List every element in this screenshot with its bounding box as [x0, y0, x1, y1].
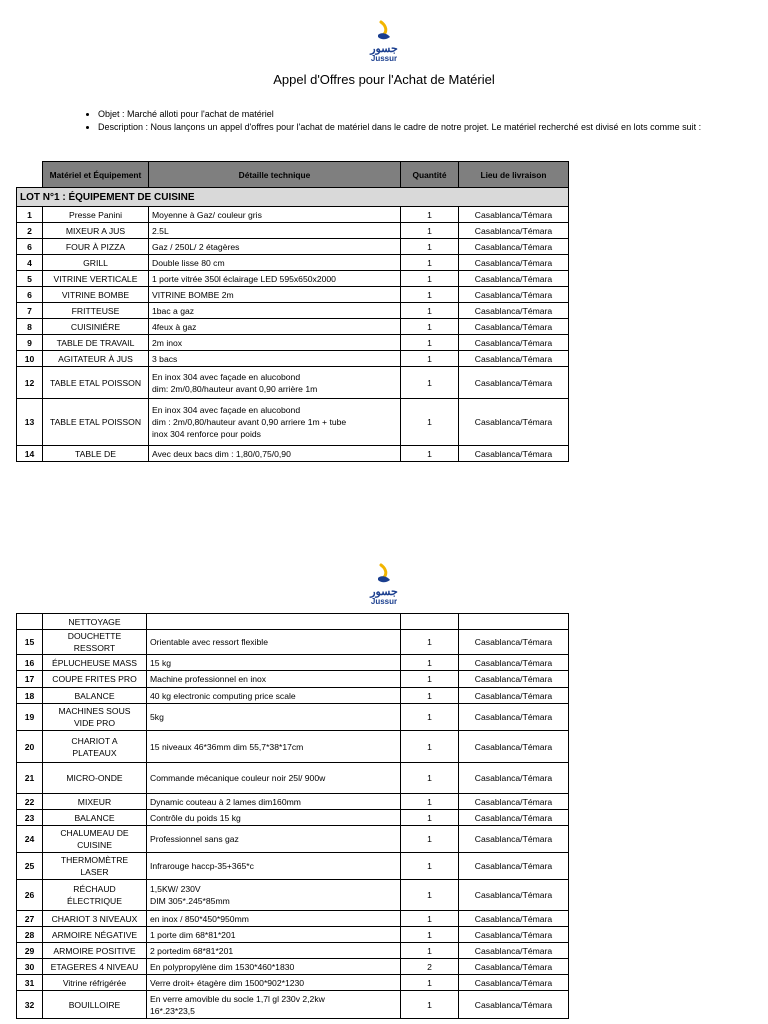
- table-row: [17, 335, 569, 351]
- item-quantity: 1: [401, 335, 459, 351]
- item-location: Casablanca/Témara: [459, 959, 569, 975]
- item-quantity: 1: [401, 671, 459, 688]
- item-location: Casablanca/Témara: [459, 975, 569, 991]
- item-quantity: 1: [401, 911, 459, 927]
- item-number: 31: [17, 975, 43, 991]
- item-location: Casablanca/Témara: [459, 207, 569, 223]
- item-number: 20: [17, 731, 43, 763]
- item-name: TABLE DE TRAVAIL: [43, 335, 149, 351]
- item-quantity: 1: [401, 853, 459, 880]
- item-quantity: 1: [401, 975, 459, 991]
- table-row: [17, 303, 569, 319]
- item-name: FOUR À PIZZA: [43, 239, 149, 255]
- header-lieu: Lieu de livraison: [459, 162, 569, 188]
- item-number: 7: [17, 303, 43, 319]
- item-name: MICRO-ONDE: [43, 763, 147, 794]
- item-location: Casablanca/Témara: [459, 255, 569, 271]
- item-quantity: 1: [401, 943, 459, 959]
- table-row: [17, 704, 569, 731]
- item-number: 10: [17, 351, 43, 367]
- item-quantity: 1: [401, 351, 459, 367]
- item-name: VITRINE VERTICALE: [43, 271, 149, 287]
- logo-latin: Jussur: [370, 597, 398, 606]
- item-number: 2: [17, 223, 43, 239]
- table-header-row: [17, 162, 569, 188]
- item-location: Casablanca/Témara: [459, 731, 569, 763]
- item-name: MIXEUR A JUS: [43, 223, 149, 239]
- item-name: DOUCHETTE RESSORT: [43, 630, 147, 655]
- item-location: Casablanca/Témara: [459, 223, 569, 239]
- bullet-list: [80, 108, 728, 134]
- item-detail: 4feux à gaz: [149, 319, 401, 335]
- item-detail: 1bac a gaz: [149, 303, 401, 319]
- item-name: BOUILLOIRE: [43, 991, 147, 1019]
- header-materiel: Matériel et Équipement: [43, 162, 149, 188]
- table-row: [17, 223, 569, 239]
- item-location: Casablanca/Témara: [459, 399, 569, 446]
- table-row: [17, 671, 569, 688]
- bullet-description: • Description : Nous lançons un appel d'offres pour l'achat de matériel dans le cadre de notre projet. Le matériel recherché est divisé en lots comme suit :: [98, 121, 728, 134]
- item-number: 4: [17, 255, 43, 271]
- item-location: Casablanca/Témara: [459, 239, 569, 255]
- item-detail: 1 porte dim 68*81*201: [147, 927, 401, 943]
- table-row: [17, 943, 569, 959]
- table-row: [17, 287, 569, 303]
- item-number: 16: [17, 655, 43, 671]
- item-location: Casablanca/Témara: [459, 335, 569, 351]
- item-detail: 15 niveaux 46*36mm dim 55,7*38*17cm: [147, 731, 401, 763]
- item-quantity: 1: [401, 287, 459, 303]
- item-quantity: 1: [401, 794, 459, 810]
- jussur-logo: [354, 20, 414, 63]
- item-number: 8: [17, 319, 43, 335]
- item-location: Casablanca/Témara: [459, 927, 569, 943]
- item-number: 25: [17, 853, 43, 880]
- item-location: Casablanca/Témara: [459, 943, 569, 959]
- item-name: AGITATEUR À JUS: [43, 351, 149, 367]
- item-location: Casablanca/Témara: [459, 367, 569, 399]
- item-location: Casablanca/Témara: [459, 319, 569, 335]
- item-number: 14: [17, 446, 43, 462]
- item-name: RÉCHAUD ÉLECTRIQUE: [43, 880, 147, 911]
- jussur-logo-page2: [354, 563, 414, 606]
- table-row: [17, 207, 569, 223]
- item-detail: [147, 614, 401, 630]
- item-location: Casablanca/Témara: [459, 853, 569, 880]
- item-detail: 2 portedim 68*81*201: [147, 943, 401, 959]
- jussur-logo-icon: [373, 563, 395, 587]
- item-quantity: 1: [401, 319, 459, 335]
- table-row: [17, 255, 569, 271]
- item-detail: 2.5L: [149, 223, 401, 239]
- item-detail: 1 porte vitrée 350l éclairage LED 595x650x2000: [149, 271, 401, 287]
- item-location: Casablanca/Témara: [459, 991, 569, 1019]
- item-number: 15: [17, 630, 43, 655]
- item-number: 24: [17, 826, 43, 853]
- item-quantity: 1: [401, 688, 459, 704]
- item-name: TABLE DE: [43, 446, 149, 462]
- jussur-logo-icon: [373, 20, 395, 44]
- table-row: [17, 975, 569, 991]
- item-location: Casablanca/Témara: [459, 880, 569, 911]
- item-name: VITRINE BOMBE: [43, 287, 149, 303]
- item-detail: Commande mécanique couleur noir 25l/ 900w: [147, 763, 401, 794]
- table-row: [17, 810, 569, 826]
- item-name: MIXEUR: [43, 794, 147, 810]
- item-location: Casablanca/Témara: [459, 287, 569, 303]
- item-name: COUPE FRITES PRO: [43, 671, 147, 688]
- item-quantity: 1: [401, 810, 459, 826]
- item-name: GRILL: [43, 255, 149, 271]
- item-number: 28: [17, 927, 43, 943]
- item-detail: Verre droit+ étagère dim 1500*902*1230: [147, 975, 401, 991]
- item-quantity: 1: [401, 239, 459, 255]
- item-detail: En inox 304 avec façade en alucobond dim : 2m/0,80/hauteur avant 0,90 arriere 1m + tube inox 304 renforce pour poids: [149, 399, 401, 446]
- equipment-table-page1: [16, 161, 569, 462]
- item-name: ÉPLUCHEUSE MASS: [43, 655, 147, 671]
- table-row: [17, 991, 569, 1019]
- item-number: 6: [17, 239, 43, 255]
- table-row: [17, 853, 569, 880]
- item-detail: Machine professionnel en inox: [147, 671, 401, 688]
- item-name: BALANCE: [43, 688, 147, 704]
- item-detail: Gaz / 250L/ 2 étagères: [149, 239, 401, 255]
- item-detail: Infrarouge haccp-35+365*c: [147, 853, 401, 880]
- table-row: [17, 911, 569, 927]
- item-location: Casablanca/Témara: [459, 826, 569, 853]
- item-location: Casablanca/Témara: [459, 655, 569, 671]
- item-location: Casablanca/Témara: [459, 810, 569, 826]
- logo-arabic: جسور: [370, 43, 398, 55]
- table-row: [17, 614, 569, 630]
- table-row: [17, 239, 569, 255]
- item-number: 23: [17, 810, 43, 826]
- item-detail: 2m inox: [149, 335, 401, 351]
- item-detail: 1,5KW/ 230V DIM 305*.245*85mm: [147, 880, 401, 911]
- bullet-objet: • Objet : Marché alloti pour l'achat de matériel: [98, 108, 728, 121]
- item-name: ARMOIRE NÉGATIVE: [43, 927, 147, 943]
- item-quantity: [401, 614, 459, 630]
- item-detail: 15 kg: [147, 655, 401, 671]
- item-name: TABLE ETAL POISSON: [43, 367, 149, 399]
- table-row: [17, 927, 569, 943]
- table-row: [17, 688, 569, 704]
- item-name: FRITTEUSE: [43, 303, 149, 319]
- item-quantity: 1: [401, 446, 459, 462]
- item-number: 13: [17, 399, 43, 446]
- item-name: TABLE ETAL POISSON: [43, 399, 149, 446]
- table-row: [17, 271, 569, 287]
- item-number: 27: [17, 911, 43, 927]
- item-number: 6: [17, 287, 43, 303]
- item-location: Casablanca/Témara: [459, 351, 569, 367]
- item-detail: Dynamic couteau à 2 lames dim160mm: [147, 794, 401, 810]
- table-row: [17, 731, 569, 763]
- item-detail: Double lisse 80 cm: [149, 255, 401, 271]
- item-quantity: 1: [401, 223, 459, 239]
- item-location: Casablanca/Témara: [459, 688, 569, 704]
- item-quantity: 2: [401, 959, 459, 975]
- item-detail: 3 bacs: [149, 351, 401, 367]
- table-row: [17, 763, 569, 794]
- item-number: 29: [17, 943, 43, 959]
- lot-row: [17, 188, 569, 207]
- table-row: [17, 367, 569, 399]
- item-number: 5: [17, 271, 43, 287]
- item-name: CHARIOT A PLATEAUX: [43, 731, 147, 763]
- item-name: MACHINES SOUS VIDE PRO: [43, 704, 147, 731]
- item-quantity: 1: [401, 826, 459, 853]
- item-detail: 40 kg electronic computing price scale: [147, 688, 401, 704]
- item-location: Casablanca/Témara: [459, 794, 569, 810]
- item-number: [17, 614, 43, 630]
- item-quantity: 1: [401, 367, 459, 399]
- item-name: ARMOIRE POSITIVE: [43, 943, 147, 959]
- item-location: Casablanca/Témara: [459, 704, 569, 731]
- lot-label: LOT N°1 : ÉQUIPEMENT DE CUISINE: [17, 188, 569, 207]
- item-number: 1: [17, 207, 43, 223]
- item-name: THERMOMÈTRE LASER: [43, 853, 147, 880]
- item-detail: Contrôle du poids 15 kg: [147, 810, 401, 826]
- item-number: 19: [17, 704, 43, 731]
- item-name: Vitrine réfrigérée: [43, 975, 147, 991]
- header-empty: [17, 162, 43, 188]
- logo-arabic: جسور: [370, 586, 398, 598]
- table-row: [17, 399, 569, 446]
- header-detail: Détaille technique: [149, 162, 401, 188]
- item-detail: en inox / 850*450*950mm: [147, 911, 401, 927]
- item-quantity: 1: [401, 271, 459, 287]
- item-number: 21: [17, 763, 43, 794]
- table-row: [17, 826, 569, 853]
- item-name: BALANCE: [43, 810, 147, 826]
- item-quantity: 1: [401, 731, 459, 763]
- item-number: 26: [17, 880, 43, 911]
- table-row: [17, 319, 569, 335]
- item-number: 30: [17, 959, 43, 975]
- item-detail: Orientable avec ressort flexible: [147, 630, 401, 655]
- item-name: CHARIOT 3 NIVEAUX: [43, 911, 147, 927]
- item-number: 9: [17, 335, 43, 351]
- page-title: Appel d'Offres pour l'Achat de Matériel: [273, 72, 495, 87]
- item-name: CHALUMEAU DE CUISINE: [43, 826, 147, 853]
- item-detail: Moyenne à Gaz/ couleur gris: [149, 207, 401, 223]
- header-quantite: Quantité: [401, 162, 459, 188]
- item-name: CUISINIÉRE: [43, 319, 149, 335]
- table-row: [17, 880, 569, 911]
- item-quantity: 1: [401, 763, 459, 794]
- item-detail: En polypropylène dim 1530*460*1830: [147, 959, 401, 975]
- item-location: Casablanca/Témara: [459, 446, 569, 462]
- item-quantity: 1: [401, 630, 459, 655]
- item-location: Casablanca/Témara: [459, 630, 569, 655]
- item-location: [459, 614, 569, 630]
- item-detail: 5kg: [147, 704, 401, 731]
- item-detail: Professionnel sans gaz: [147, 826, 401, 853]
- item-quantity: 1: [401, 991, 459, 1019]
- item-detail: Avec deux bacs dim : 1,80/0,75/0,90: [149, 446, 401, 462]
- table-row: [17, 630, 569, 655]
- item-number: 22: [17, 794, 43, 810]
- item-quantity: 1: [401, 207, 459, 223]
- item-number: 18: [17, 688, 43, 704]
- item-quantity: 1: [401, 303, 459, 319]
- item-name: Presse Panini: [43, 207, 149, 223]
- item-location: Casablanca/Témara: [459, 911, 569, 927]
- item-location: Casablanca/Témara: [459, 303, 569, 319]
- item-name: ETAGERES 4 NIVEAU: [43, 959, 147, 975]
- item-detail: VITRINE BOMBE 2m: [149, 287, 401, 303]
- table-row: [17, 794, 569, 810]
- item-quantity: 1: [401, 927, 459, 943]
- table-row: [17, 655, 569, 671]
- item-detail: En inox 304 avec façade en alucobond dim: 2m/0,80/hauteur avant 0,90 arrière 1m: [149, 367, 401, 399]
- item-quantity: 1: [401, 655, 459, 671]
- table-row: [17, 959, 569, 975]
- item-quantity: 1: [401, 255, 459, 271]
- item-location: Casablanca/Témara: [459, 271, 569, 287]
- logo-latin: Jussur: [370, 54, 398, 63]
- item-location: Casablanca/Témara: [459, 671, 569, 688]
- item-quantity: 1: [401, 880, 459, 911]
- item-quantity: 1: [401, 704, 459, 731]
- table-row: [17, 446, 569, 462]
- equipment-table-page2: [16, 613, 569, 1019]
- item-number: 32: [17, 991, 43, 1019]
- item-number: 17: [17, 671, 43, 688]
- item-number: 12: [17, 367, 43, 399]
- item-name: NETTOYAGE: [43, 614, 147, 630]
- item-location: Casablanca/Témara: [459, 763, 569, 794]
- item-detail: En verre amovible du socle 1,7l gl 230v 2,2kw 16*.23*23,5: [147, 991, 401, 1019]
- item-quantity: 1: [401, 399, 459, 446]
- table-row: [17, 351, 569, 367]
